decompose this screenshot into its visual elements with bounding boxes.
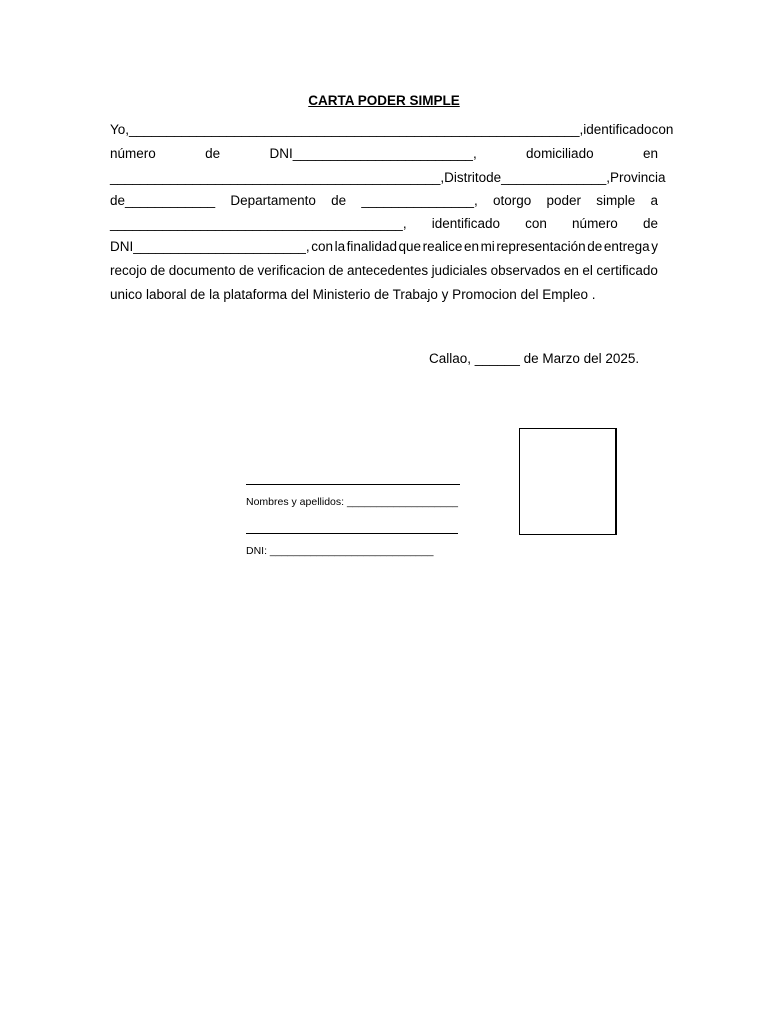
paragraph-line-5 [110,215,658,232]
paragraph-word: identificado [431,216,501,231]
paragraph-line-4 [110,192,658,209]
names-line [246,533,458,534]
paragraph-word: que [398,239,422,254]
paragraph-word: de [205,146,221,161]
document-title: CARTA PODER SIMPLE [308,93,460,108]
paragraph-line-2 [110,145,658,162]
paragraph-word: recojo [110,263,147,278]
paragraph-word: de [150,263,166,278]
signature-line [246,484,460,485]
paragraph-line-7 [110,262,658,279]
paragraph-word: representación [496,239,586,254]
paragraph-word: DNI_______________________, [110,239,310,254]
paragraph-word: con [311,239,334,254]
paragraph-word: judiciales [431,263,488,278]
paragraph-word: antecedentes [347,263,429,278]
paragraph-word: con [651,122,674,137]
paragraph-word: DNI________________________, [269,146,477,161]
paragraph-word: documento [168,263,236,278]
paragraph-word: _______________, [361,193,478,208]
paragraph-word: otorgo [492,193,532,208]
paragraph-word: simple [596,193,636,208]
paragraph-word: de [331,193,347,208]
paragraph-word: observados [490,263,561,278]
paragraph-word: entrega [603,239,650,254]
paragraph-word: ____________________________________________, [110,170,445,185]
paragraph-word: de [239,263,255,278]
paragraph-word: en [642,146,658,161]
paragraph-word: la [334,239,346,254]
paragraph-word: de____________ [110,193,216,208]
paragraph-word: _______________________________________, [110,216,407,231]
paragraph-word: poder [546,193,581,208]
paragraph-word: verificacion [257,263,326,278]
paragraph-word: certificado [596,263,658,278]
paragraph-word: número [572,216,618,231]
paragraph-word: en [463,239,479,254]
dni-label: DNI: ____________________________ [246,545,434,557]
paragraph-word: en [563,263,579,278]
paragraph-word: Distrito [444,170,487,185]
paragraph-word: Yo, [110,122,130,137]
paragraph-word: mi [480,239,495,254]
fingerprint-box [519,428,617,535]
paragraph-word: y [651,239,658,254]
paragraph-word: identificado [583,122,652,137]
paragraph-word: con [525,216,547,231]
paragraph-word: finalidad [346,239,397,254]
paragraph-word: de [587,239,603,254]
paragraph-word: el [582,263,593,278]
paragraph-word: de [328,263,344,278]
paragraph-line-3 [110,169,666,186]
names-label: Nombres y apellidos: ___________________ [246,496,458,508]
paragraph-line-1 [110,121,674,138]
paragraph-word: a [650,193,658,208]
paragraph-line-8: unico laboral de la plataforma del Ministerio de Trabajo y Promocion del Empleo . [110,287,596,302]
paragraph-word: ______________, [501,170,611,185]
paragraph-word: Departamento [230,193,316,208]
paragraph-word: Provincia [610,170,666,185]
paragraph-word: de [642,216,658,231]
paragraph-word: número [110,146,156,161]
paragraph-line-6 [110,238,658,255]
place-date: Callao, ______ de Marzo del 2025. [429,351,640,366]
paragraph-word: ____________________________________________________________, [129,122,584,137]
paragraph-word: de [486,170,502,185]
paragraph-word: domiciliado [526,146,594,161]
paragraph-word: realice [422,239,463,254]
